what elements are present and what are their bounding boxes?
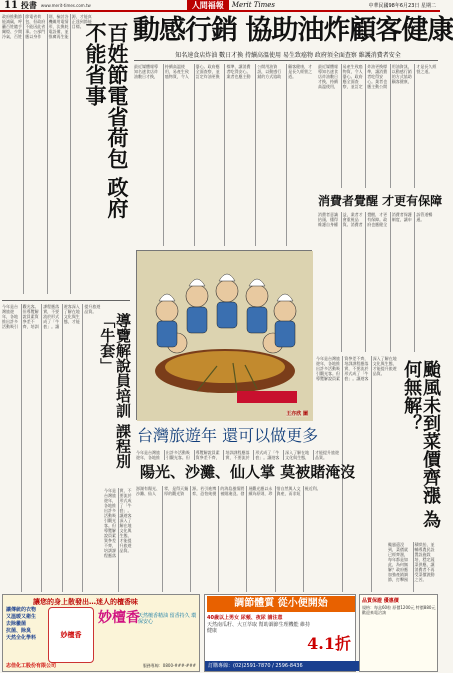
article-body-taiwan-lower: 今年是台灣旅遊年，各地推出許多活動吸引觀光客。但導覽解說員素質參差不齊，培訓課程應落實，不要流於形式成了「牛套」。讓遊客深入了解在地文化與生態，才能提升旅遊品質。 — [136, 450, 339, 460]
ad-description: 天然南瓜籽、大豆萃取 幫助調節生理機能 維持健康 — [207, 622, 311, 634]
article-body-left-top: 政府推動節能減碳，呼籲百姓隨手關燈、少開冷氣，百姓節電省荷包，但政府不能因此省事。公部門應以身作則，檢討各機關用電情形，汰換耗電設備，並推廣再生能源，才能真正達到節能目標。 — [2, 14, 92, 39]
section-label: 投書 — [20, 0, 37, 10]
order-hotline: 訂購專線：(02)2591-7870 / 2596-8436 — [205, 661, 360, 671]
article-body-main: 最近媒體報導知名速食店炸油數日才換，持續高溫使用，易產生致癌物質，令人憂心。政府應全面查察，並訂定炸油更換標準，讓消費者吃得安心。業者也應主動公開用油資訊，以動感行銷的方式協助顧客健康，才是長久經營之道。 — [134, 64, 313, 79]
advertisement-incense[interactable] — [2, 594, 200, 672]
ad-tagline: 讓您的身上散發出…迷人的檀香味 — [33, 598, 138, 606]
article-body-left-tail: 今年是台灣旅遊年，各地推出許多活動吸引觀光客。但導覽解說員素質參差不齊，培訓課程應落實，不要流於形式成了「牛套」。讓遊客深入了解在地文化與生態，才能提升旅遊品質。 — [104, 488, 132, 558]
advertisement-health[interactable] — [204, 594, 356, 672]
ad-description: 規格：每盒60粒 原價1200元 特價880元 歡迎來電洽詢 — [362, 605, 436, 615]
ad-feature: 又溫暖又衛生 — [6, 614, 37, 620]
ad-feature-list — [6, 607, 46, 642]
article-body-left-bottom: 今年是台灣旅遊年，各地推出許多活動吸引觀光客。但導覽解說員素質參差不齊，培訓課程應落實，不要流於形式成了「牛套」。讓遊客深入了解在地文化與生態，才能提升旅遊品質。 — [2, 304, 101, 329]
divider — [134, 60, 438, 61]
headline-consumer: 消費者覺醒 才更有保障 — [318, 194, 443, 208]
product-logo: 妙檀香 — [98, 610, 140, 626]
article-body-consumer: 消費者意識抬頭，懂得維護自身權益，業者才會重視品質。消費者覺醒，才更有保障。政府也應健全消費者保護制度，讓申訴管道暢通。 — [318, 212, 433, 227]
headline-typhoon: 颱風未到菜價齊漲 為何無解？ — [401, 360, 441, 529]
illustration-credit: 王亦欣 圖 — [286, 411, 308, 417]
brand-logo: 人間福報 — [187, 0, 229, 11]
headline-left-top: 百姓節電省荷包 政府不能省事 — [82, 22, 130, 219]
site-url[interactable]: www.merit-times.com.tw — [40, 2, 91, 8]
product-box: 妙檀香 — [48, 607, 94, 663]
brand-english: Merit Times — [231, 1, 276, 9]
cartoon-graphic — [137, 251, 313, 421]
main-subheadline: 知名速食店炸油 數日才換 持續高溫使用 易生致癌物 政府須全面查察 維護消費者安全 — [175, 52, 401, 59]
headline-taiwan-travel: 台灣旅遊年 還可以做更多 — [137, 426, 319, 445]
headline-left-bottom: 導覽解說員培訓 課程別「牛套」 — [98, 313, 132, 469]
ad-feature: 天然全化學料 — [6, 635, 37, 641]
ad-feature: 讓傳統的衣物 — [6, 607, 37, 613]
ad-line: 40歲以上男女 尿頻、夜尿 請注意 — [207, 615, 283, 621]
issue-date: 中華民國98年6月23日 星期二 — [368, 2, 436, 9]
page-number: 11 — [4, 0, 18, 11]
divider — [2, 300, 130, 301]
advertisement-product[interactable] — [359, 594, 438, 672]
cartoon-illustration — [136, 250, 312, 420]
main-headline: 動感行銷 協助油炸顧客健康 — [133, 15, 453, 46]
article-body-beach: 澎湖有陽光、沙灘、仙人掌，是得天獨厚的觀光資源。若引進博弈，恐怕純樸的海島風情將被賭淹沒。發展觀光應以永續為原則，珍惜自然與人文資產，而非短視近利。 — [136, 486, 321, 496]
headline-beach: 陽光、沙灘、仙人掌 莫被賭淹沒 — [140, 463, 356, 481]
ad-slogan: 天然檀香精油 留香持久 環保安心 — [138, 613, 197, 625]
ad-feature: 去除黴菌 — [6, 621, 27, 627]
article-body-right-top: 最近媒體報導知名速食店炸油數日才換，持續高溫使用，易產生致癌物質，令人憂心。政府應全面查察，並訂定炸油更換標準，讓消費者吃得安心。業者也應主動公開用油資訊，以動感行銷的方式協助顧客健康，才是長久經營之道。 — [318, 64, 437, 89]
discount-badge: 4.1折 — [307, 634, 351, 653]
ad-title: 調節體質 從小便開始 — [207, 596, 355, 612]
company-name: 志佳化工股份有限公司 — [6, 663, 57, 669]
masthead — [0, 0, 440, 12]
ad-feature: 抗菌、除臭 — [6, 628, 32, 634]
phone-number: 服務專線：0800-###-### — [142, 663, 196, 668]
article-body-taiwan: 今年是台灣旅遊年，各地推出許多活動吸引觀光客。但導覽解說員素質參差不齊，培訓課程應落實，不要流於形式成了「牛套」。讓遊客深入了解在地文化與生態，才能提升旅遊品質。 — [316, 356, 397, 381]
ad-title: 品質保證 優惠價 — [362, 598, 399, 604]
article-body-typhoon: 颱風還沒到，菜價就已經齊漲，每年都是如此，為何無解？政府應加強產銷調節，打擊囤積哄抬，並輔導農民設置設施栽培，穩定蔬菜供應，讓消費者不再受菜價波動之苦。 — [388, 542, 435, 582]
